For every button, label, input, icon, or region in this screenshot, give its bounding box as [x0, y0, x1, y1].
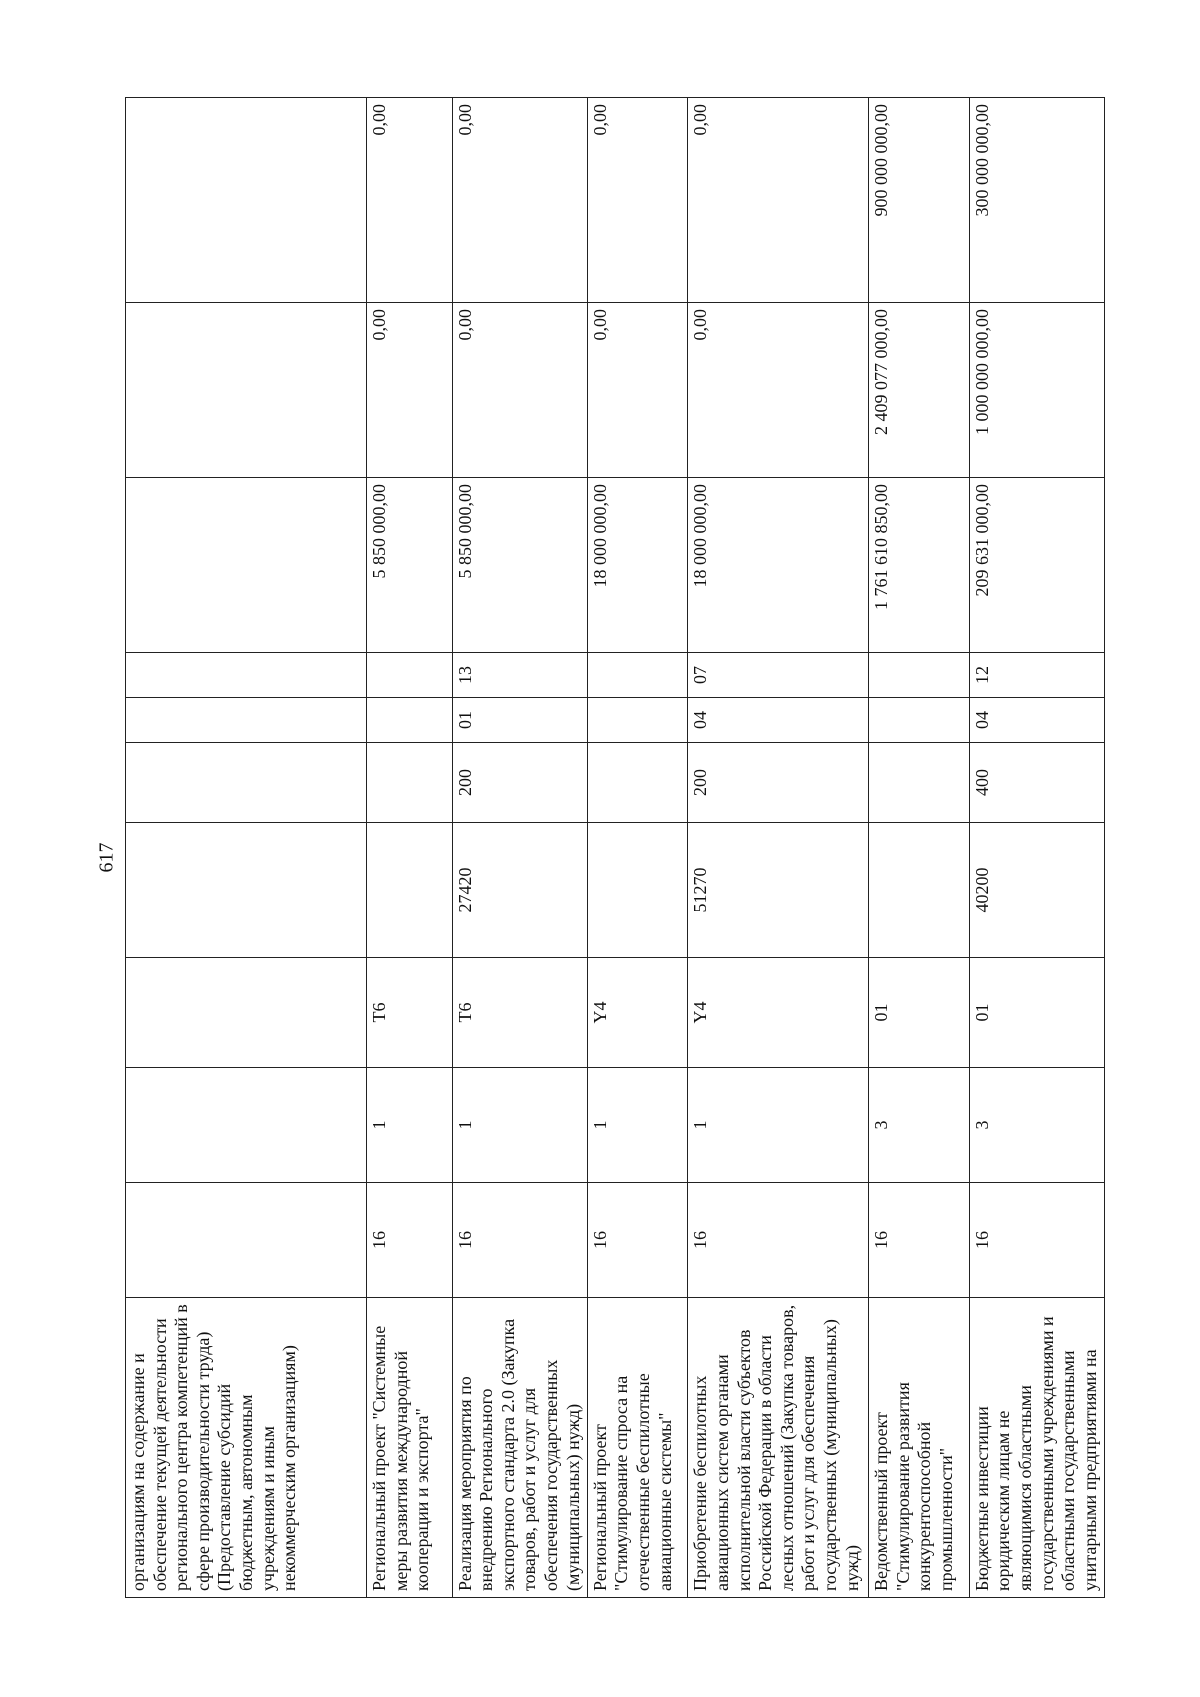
table-body	[126, 98, 1105, 1598]
cell-sum3: 0,00	[367, 98, 452, 303]
cell-ap: T6	[452, 958, 587, 1068]
cell-ap	[126, 958, 367, 1068]
cell-ap: 01	[869, 958, 970, 1068]
table-row	[452, 98, 587, 1598]
cell-pp: 1	[452, 1068, 587, 1183]
cell-pr: 13	[452, 653, 587, 698]
budget-table	[125, 97, 1105, 1598]
cell-rz	[126, 698, 367, 743]
cell-rz	[587, 698, 688, 743]
cell-dir	[869, 823, 970, 958]
cell-dir	[367, 823, 452, 958]
cell-rz: 01	[452, 698, 587, 743]
cell-gp	[126, 1183, 367, 1298]
cell-sum2: 0,00	[587, 303, 688, 478]
cell-vr	[587, 743, 688, 823]
cell-rz	[367, 698, 452, 743]
cell-name: Приобретение беспилотных авиационных систем органами исполнительной власти субъектов Российской Федерации в области лесных отношений (Закупка товаров, работ и услуг для обеспечения государственных (муниципальных) нужд)	[688, 1298, 869, 1598]
cell-gp: 16	[969, 1183, 1104, 1298]
page-number: 617	[95, 842, 118, 873]
cell-pp: 1	[587, 1068, 688, 1183]
cell-name: Ведомственный проект "Стимулирование развития конкурентоспособной промышленности"	[869, 1298, 970, 1598]
table-row	[587, 98, 688, 1598]
cell-vr: 200	[688, 743, 869, 823]
cell-sum3: 0,00	[688, 98, 869, 303]
cell-ap: T6	[367, 958, 452, 1068]
cell-rz	[869, 698, 970, 743]
cell-rz: 04	[969, 698, 1104, 743]
cell-sum3: 0,00	[452, 98, 587, 303]
cell-ap: Y4	[587, 958, 688, 1068]
cell-sum1: 18 000 000,00	[688, 478, 869, 653]
cell-name: Региональный проект "Системные меры развития международной кооперации и экспорта"	[367, 1298, 452, 1598]
cell-sum2: 2 409 077 000,00	[869, 303, 970, 478]
cell-sum2: 0,00	[452, 303, 587, 478]
cell-gp: 16	[452, 1183, 587, 1298]
cell-pr	[869, 653, 970, 698]
cell-sum1: 18 000 000,00	[587, 478, 688, 653]
cell-vr: 400	[969, 743, 1104, 823]
table-row	[688, 98, 869, 1598]
cell-sum1: 1 761 610 850,00	[869, 478, 970, 653]
cell-pp: 3	[869, 1068, 970, 1183]
cell-sum2	[126, 303, 367, 478]
cell-gp: 16	[587, 1183, 688, 1298]
cell-sum2: 1 000 000 000,00	[969, 303, 1104, 478]
cell-sum3: 300 000 000,00	[969, 98, 1104, 303]
table-row	[126, 98, 367, 1598]
budget-table-frame	[125, 98, 1105, 1598]
cell-sum3	[126, 98, 367, 303]
cell-pr	[126, 653, 367, 698]
cell-pr: 07	[688, 653, 869, 698]
table-row	[869, 98, 970, 1598]
cell-name: Бюджетные инвестиции юридическим лицам не являющимися областными государственными учреждениями и областными государственными унитарными предприятиями на	[969, 1298, 1104, 1598]
cell-sum1: 209 631 000,00	[969, 478, 1104, 653]
table-row	[367, 98, 452, 1598]
cell-pp	[126, 1068, 367, 1183]
cell-vr	[869, 743, 970, 823]
cell-gp: 16	[688, 1183, 869, 1298]
cell-pr: 12	[969, 653, 1104, 698]
cell-vr: 200	[452, 743, 587, 823]
cell-gp: 16	[869, 1183, 970, 1298]
cell-pp: 1	[688, 1068, 869, 1183]
cell-sum1: 5 850 000,00	[367, 478, 452, 653]
cell-sum2: 0,00	[367, 303, 452, 478]
cell-sum3: 0,00	[587, 98, 688, 303]
cell-name: Реализация мероприятия по внедрению Регионального экспортного стандарта 2.0 (Закупка товаров, работ и услуг для обеспечения государственных (муниципальных) нужд)	[452, 1298, 587, 1598]
cell-vr	[126, 743, 367, 823]
cell-dir: 27420	[452, 823, 587, 958]
cell-dir	[126, 823, 367, 958]
table-row	[969, 98, 1104, 1598]
cell-dir	[587, 823, 688, 958]
cell-sum2: 0,00	[688, 303, 869, 478]
cell-name: организациям на содержание и обеспечение текущей деятельности регионального центра компетенций в сфере производительности труда) (Предоставление субсидий бюджетным, автономным учреждениям и иным некоммерческим организациям)	[126, 1298, 367, 1598]
cell-name: Региональный проект "Стимулирование спроса на отечественные беспилотные авиационные системы"	[587, 1298, 688, 1598]
cell-pp: 1	[367, 1068, 452, 1183]
cell-ap: 01	[969, 958, 1104, 1068]
cell-sum1	[126, 478, 367, 653]
cell-dir: 51270	[688, 823, 869, 958]
cell-ap: Y4	[688, 958, 869, 1068]
cell-gp: 16	[367, 1183, 452, 1298]
cell-rz: 04	[688, 698, 869, 743]
cell-sum1: 5 850 000,00	[452, 478, 587, 653]
cell-pr	[587, 653, 688, 698]
cell-dir: 40200	[969, 823, 1104, 958]
cell-sum3: 900 000 000,00	[869, 98, 970, 303]
cell-pr	[367, 653, 452, 698]
cell-vr	[367, 743, 452, 823]
cell-pp: 3	[969, 1068, 1104, 1183]
